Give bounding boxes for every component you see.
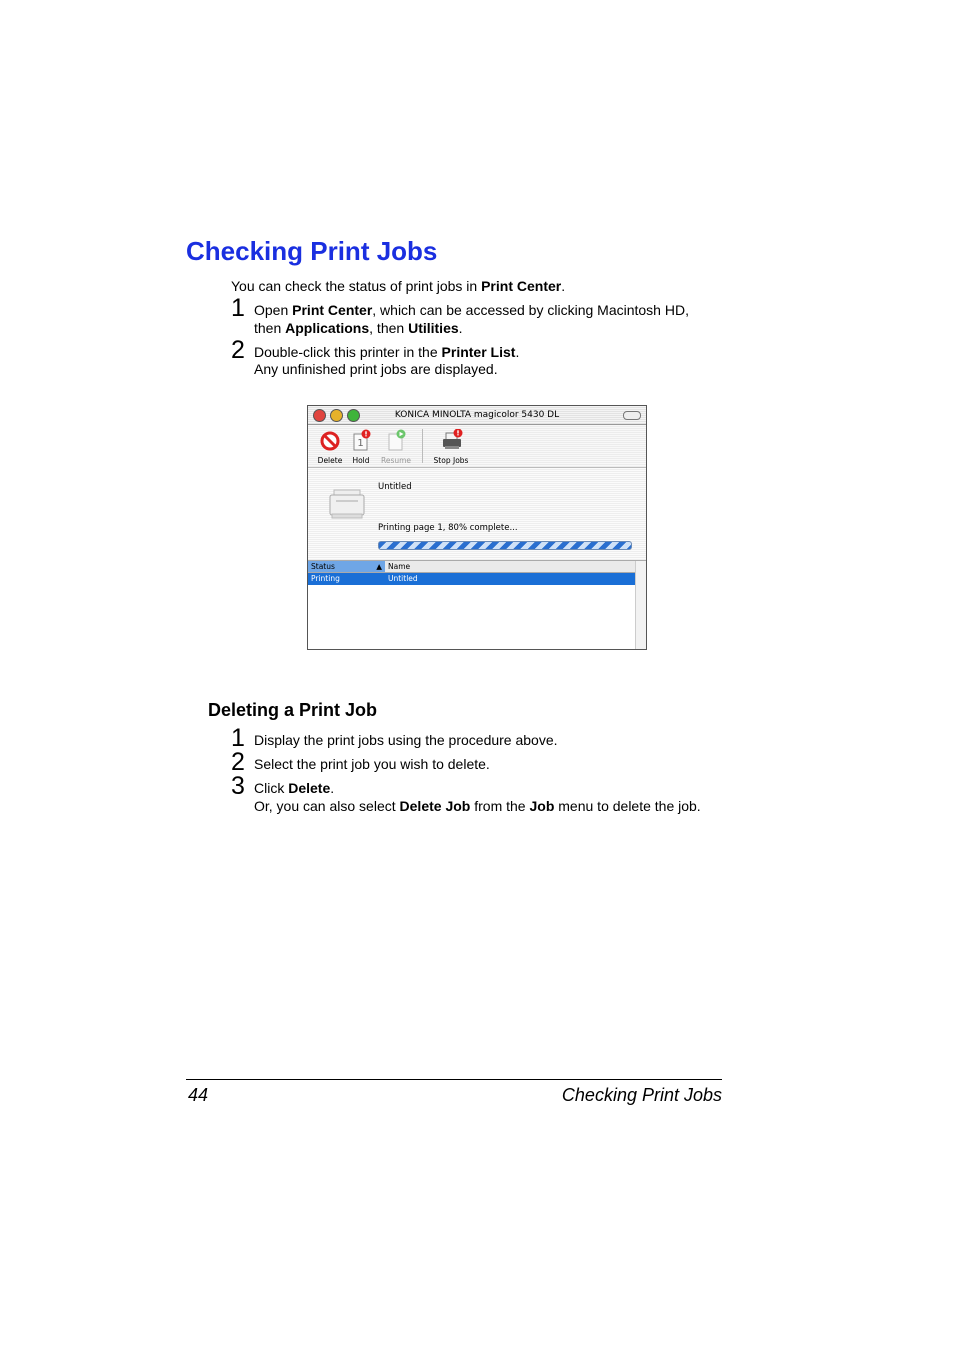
printer-icon xyxy=(328,488,366,524)
step-text: Click Delete. xyxy=(254,780,335,796)
job-progress-bar xyxy=(378,541,632,550)
step-number: 1 xyxy=(231,294,245,322)
stop-jobs-button[interactable]: Stop Jobs xyxy=(429,429,473,466)
table-row[interactable] xyxy=(308,573,635,585)
toolbar-toggle-icon[interactable] xyxy=(623,411,641,420)
intro-text: You can check the status of print jobs in Print Center. xyxy=(231,278,566,294)
page-number: 44 xyxy=(188,1085,209,1105)
scrollbar[interactable] xyxy=(635,561,647,649)
section-heading: Deleting a Print Job xyxy=(208,700,378,720)
sort-ascending-icon: ▲ xyxy=(376,562,382,571)
title-bar xyxy=(308,406,646,425)
toolbar-separator xyxy=(422,429,423,463)
print-queue-window xyxy=(307,405,647,650)
step-text: Any unfinished print jobs are displayed. xyxy=(254,361,498,377)
printer-stop-icon xyxy=(441,429,461,451)
job-list-header xyxy=(308,561,635,573)
job-list xyxy=(308,561,646,649)
hold-button[interactable]: 1 Hold xyxy=(348,429,374,466)
row-name: Untitled xyxy=(388,574,418,583)
step-number: 3 xyxy=(231,772,245,800)
row-status: Printing xyxy=(311,574,340,583)
footer-rule xyxy=(186,1079,722,1080)
current-job-pane xyxy=(308,468,646,561)
delete-icon xyxy=(320,429,340,451)
step-text: Select the print job you wish to delete. xyxy=(254,756,490,772)
step-text: Or, you can also select Delete Job from the Job menu to delete the job. xyxy=(254,798,701,814)
job-name: Untitled xyxy=(378,482,412,492)
column-header-status[interactable]: Status ▲ xyxy=(308,561,385,572)
step-text: Open Print Center, which can be accessed by clicking Macintosh HD, xyxy=(254,302,689,318)
toolbar xyxy=(308,425,646,468)
footer-title: Checking Print Jobs xyxy=(561,1085,722,1105)
column-header-name[interactable]: Name xyxy=(388,562,411,571)
resume-button[interactable]: Resume xyxy=(378,429,414,466)
resume-icon xyxy=(386,429,406,451)
step-number: 2 xyxy=(231,336,245,364)
step-text: then Applications, then Utilities. xyxy=(254,320,463,336)
window-title: KONICA MINOLTA magicolor 5430 DL xyxy=(394,410,560,420)
job-status: Printing page 1, 80% complete... xyxy=(378,523,518,533)
delete-button[interactable]: Delete xyxy=(314,429,346,466)
hold-icon xyxy=(351,429,371,451)
page-title: Checking Print Jobs xyxy=(186,236,438,266)
step-number: 2 xyxy=(231,748,245,776)
step-text: Display the print jobs using the procedure above. xyxy=(254,732,558,748)
step-text: Double-click this printer in the Printer List. xyxy=(254,344,520,360)
svg-text:1: 1 xyxy=(357,438,364,449)
step-number: 1 xyxy=(231,724,245,752)
